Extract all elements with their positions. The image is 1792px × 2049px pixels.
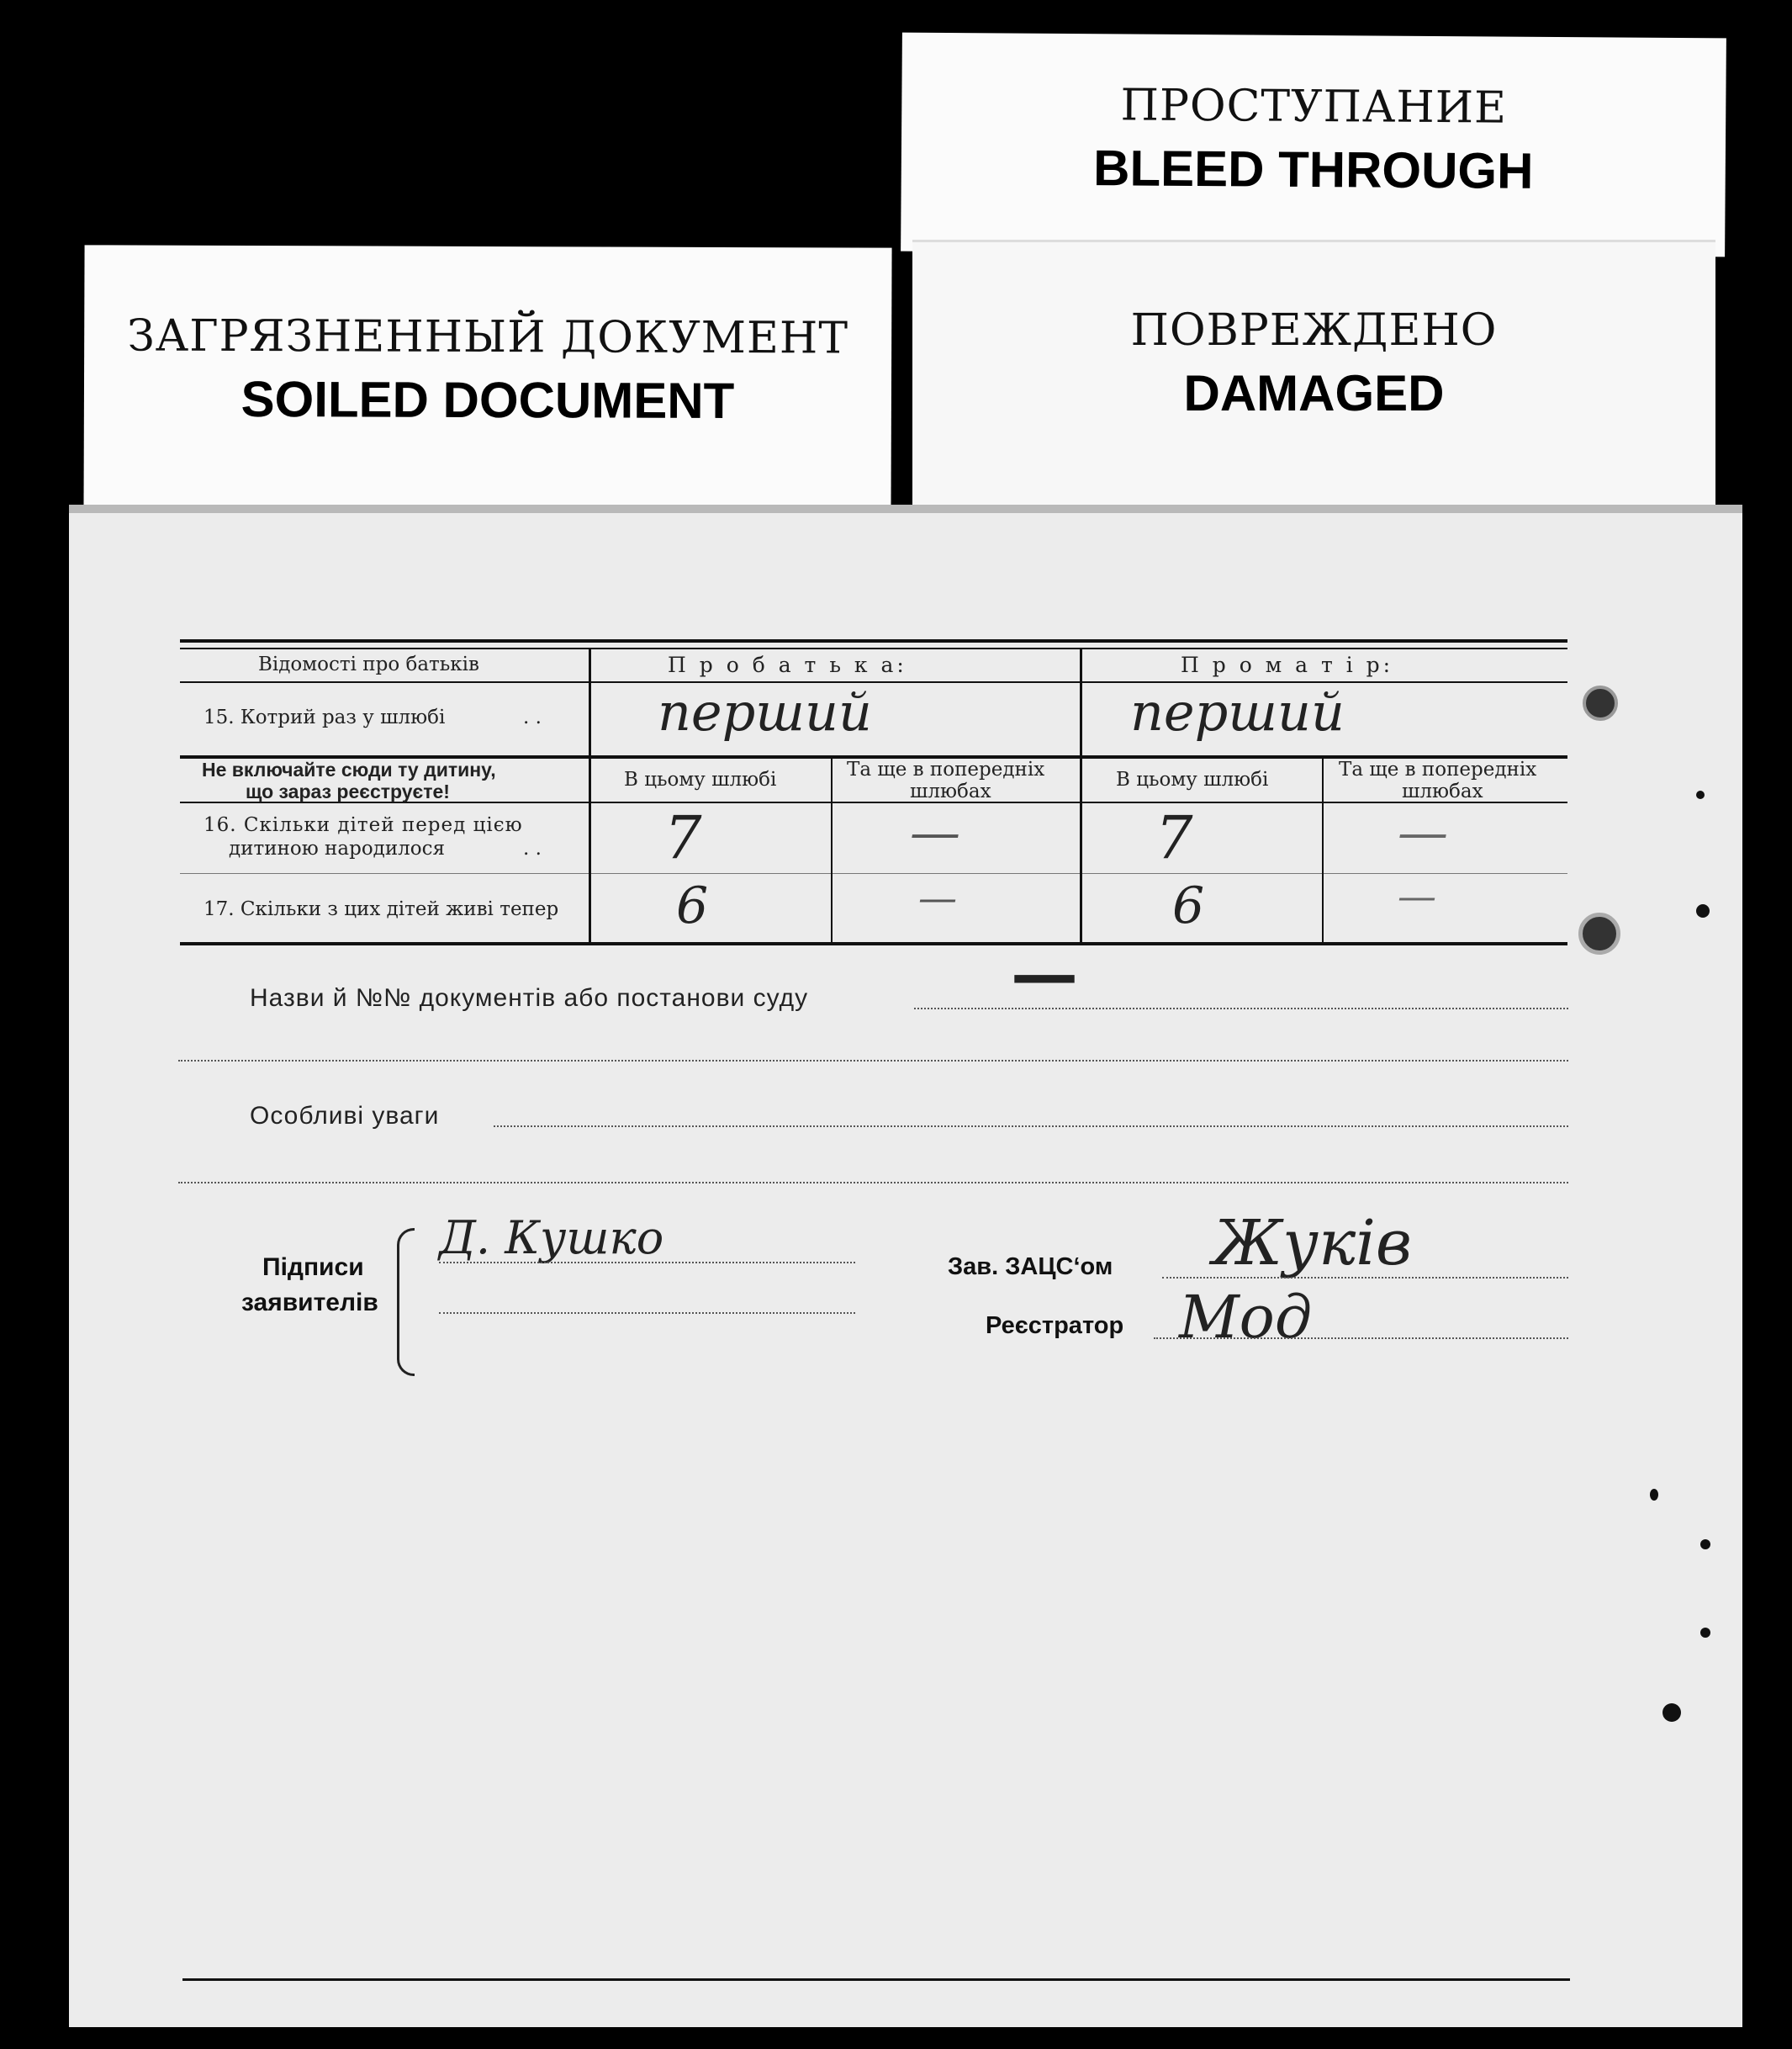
sheet-bottom-rule [182,1978,1570,1981]
head-label: Зав. ЗАЦС‘ом [948,1253,1113,1280]
punch-hole [1696,904,1710,918]
row16-father-current: 7 [664,803,702,872]
registrar-line [1154,1337,1568,1339]
row17-mother-prev: — [1398,873,1436,919]
registrar-label: Реєстратор [986,1312,1124,1339]
punch-hole [1578,913,1620,955]
applicant-signature: Д. Кушко [439,1211,664,1264]
punch-hole [1583,686,1618,721]
row17-mother-current: 6 [1172,876,1205,935]
document-sheet [69,505,1742,2027]
mother-sub-current: В цьому шлюбі [1116,769,1269,791]
row15-father-value: перший [658,681,872,743]
documents-line-2 [178,1060,1568,1062]
col-divider-1 [589,648,591,942]
row17-father-current: 6 [676,876,709,935]
table-top-rule [180,639,1567,643]
documents-label: Назви й №№ документів або постанови суду [250,984,809,1012]
punch-hole [1662,1703,1681,1722]
punch-hole [1696,791,1705,799]
damaged-ru: ПОВРЕЖДЕНО [1130,305,1498,356]
mother-sub-prev-1: Та ще в попередніх [1339,759,1537,781]
table-header-rule [180,681,1567,683]
damaged-card [912,240,1715,509]
father-sub-current: В цьому шлюбі [624,769,777,791]
bleed-through-en: BLEED THROUGH [1092,140,1534,199]
head-line [1162,1277,1568,1279]
applicant-line-1 [439,1262,855,1263]
note-line1: Не включайте сюди ту дитину, [202,759,496,781]
remarks-line-2 [178,1182,1568,1183]
bleed-through-card [901,33,1726,257]
documents-line [914,1008,1568,1009]
table-row16-rule [180,873,1567,874]
documents-value: — [1011,934,1078,1013]
header-mother: П р о м а т і р: [1181,653,1394,677]
row15-label: 15. Котрий раз у шлюбі [204,707,446,728]
col-divider-2 [831,759,833,942]
bleed-through-ru: ПРОСТУПАНИЕ [1120,80,1508,134]
registrar-signature: Мод [1179,1283,1313,1352]
father-sub-prev-1: Та ще в попередніх [847,759,1045,781]
row17-label: 17. Скільки з цих дітей живі тепер [204,898,559,920]
soiled-document-en: SOILED DOCUMENT [241,370,735,430]
header-col0: Відомості про батьків [258,654,479,675]
mother-sub-prev-2: шлюбах [1402,781,1483,802]
damaged-en: DAMAGED [1183,365,1445,421]
col-divider-4 [1322,759,1324,942]
row15-mother-value: перший [1130,681,1345,743]
applicants-label-1: Підписи [262,1253,364,1281]
head-signature: Жуків [1213,1207,1412,1279]
applicants-label-2: заявителів [241,1289,378,1316]
applicant-line-2 [439,1312,855,1314]
applicants-brace [397,1228,415,1376]
row16-mother-prev: — [1398,803,1448,862]
punch-hole [1700,1539,1710,1549]
table-top-rule-2 [180,648,1567,649]
row16-label-1: 16. Скільки дітей перед цією [204,814,523,836]
row16-dots: . . [523,838,542,860]
remarks-line [494,1125,1568,1127]
row16-father-prev: — [910,803,960,862]
header-father: П р о б а т ь к а: [668,653,907,677]
row17-father-prev: — [918,875,957,920]
father-sub-prev-2: шлюбах [910,781,991,802]
punch-hole [1650,1489,1658,1501]
note-line2: що зараз реєструєте! [246,781,450,802]
col-divider-3 [1080,648,1082,942]
punch-hole [1700,1628,1710,1638]
row16-mother-current: 7 [1155,803,1193,872]
row16-label-2: дитиною народилося [229,838,446,860]
soiled-document-card [83,245,891,525]
soiled-document-ru: ЗАГРЯЗНЕННЫЙ ДОКУМЕНТ [127,310,849,364]
table-bottom-rule [180,942,1567,945]
row15-dots: . . [523,707,542,728]
remarks-label: Особливі уваги [250,1102,440,1130]
